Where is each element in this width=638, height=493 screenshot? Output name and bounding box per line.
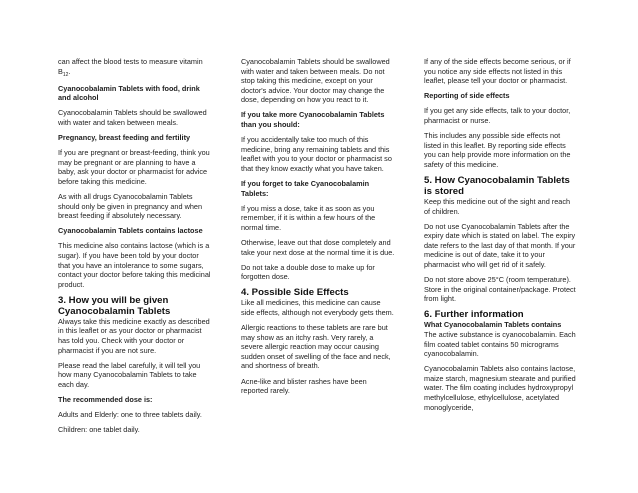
subheading-food: Cyanocobalamin Tablets with food, drink and alcohol (58, 83, 200, 103)
text: . (68, 66, 71, 76)
paragraph: Cyanocobalamin Tablets also contains lactose, maize starch, magnesium stearate and purified water. The film coating includes hydroxypropyl methylcellulose, ethylcellulose, acetylated monoglyceride, (424, 364, 576, 412)
column-1 (58, 57, 212, 440)
subheading-forget: If you forget to take Cyanocobalamin Tablets: (241, 179, 370, 198)
paragraph: If you are pregnant or breast-feeding, think you may be pregnant or are planning to have a baby, ask your doctor or pharmacist for advice before taking this medicine. (58, 148, 210, 186)
subheading-pregnancy: Pregnancy, breast feeding and fertility (58, 133, 191, 143)
paragraph: Otherwise, leave out that dose completely and take your next dose at the normal time it is due. (241, 238, 395, 257)
paragraph: If you get any side effects, talk to your doctor, pharmacist or nurse. (424, 106, 571, 125)
text: can affect the blood tests to measure vitamin B (58, 57, 203, 76)
paragraph: Cyanocobalamin Tablets should be swallowed with water and taken between meals. Do not stop taking this medicine, except on your doctor's advice. Your doctor may change the dose, depending on how you react to it. (241, 57, 390, 105)
paragraph: Do not use Cyanocobalamin Tablets after the expiry date which is stated on label. The expiry date refers to the last day of that month. If your medicine is out of date, take it to your pharmacist who will get rid of it safely. (424, 221, 576, 269)
section-heading-6: 6. Further information (424, 309, 524, 321)
paragraph: Please read the label carefully, it will tell you how many Cyanocobalamin Tablets to take each day. (58, 360, 201, 389)
subscript: 12 (62, 71, 69, 78)
paragraph: Always take this medicine exactly as described in this leaflet or as your doctor or pharmacist has told you. Check with your doctor or pharmacist if you are not sure. (58, 316, 210, 355)
paragraph: If you accidentally take too much of this medicine, bring any remaining tablets and this leaflet with you to your doctor or pharmacist so that they know exactly what you have taken. (241, 135, 392, 173)
subheading-dose: The recommended dose is: (58, 395, 153, 405)
paragraph: This medicine also contains lactose (which is a sugar). If you have been told by your doctor that you have an intolerance to some sugars, contact your doctor before taking this medicinal product. (58, 241, 211, 289)
subheading-reporting: Reporting of side effects (424, 91, 510, 101)
paragraph: Like all medicines, this medicine can cause side effects, although not everybody gets them. (241, 298, 394, 317)
paragraph: Allergic reactions to these tablets are rare but may show as an itchy rash. Very rarely, a severe allergic reaction may occur causing sudden onset of swelling of the face and neck, and shortness of breath. (241, 323, 391, 371)
paragraph: Adults and Elderly: one to three tablets daily. (58, 410, 202, 420)
paragraph: Do not store above 25°C (room temperature). Store in the original container/package. Protect from light. (424, 275, 576, 304)
subheading-contains: What Cyanocobalamin Tablets contains (424, 320, 562, 330)
subheading-overdose: If you take more Cyanocobalamin Tablets than you should: (241, 110, 385, 130)
column-3 (424, 57, 578, 418)
paragraph: Cyanocobalamin Tablets should be swallowed with water and taken between meals. (58, 108, 207, 127)
paragraph: This includes any possible side effects not listed in this leaflet. By reporting side effects you can help provide more information on the safety of this medicine. (424, 131, 571, 169)
column-2 (241, 57, 395, 401)
paragraph (58, 57, 212, 78)
section-heading-3: 3. How you will be given Cyanocobalamin Tablets (58, 294, 171, 317)
paragraph: Acne-like and blister rashes have been reported rarely. (241, 376, 367, 396)
paragraph: If you miss a dose, take it as soon as you remember, if it is within a few hours of the normal time. (241, 203, 376, 232)
paragraph: As with all drugs Cyanocobalamin Tablets should only be given in pregnancy and when breast feeding if absolutely necessary. (58, 192, 203, 221)
section-heading-4: 4. Possible Side Effects (241, 287, 349, 299)
paragraph: Keep this medicine out of the sight and reach of children. (424, 196, 571, 216)
paragraph: Do not take a double dose to make up for forgotten dose. (241, 262, 375, 282)
paragraph: If any of the side effects become serious, or if you notice any side effects not listed in this leaflet, please tell your doctor or pharmacist. (424, 57, 571, 86)
paragraph: Children: one tablet daily. (58, 425, 140, 435)
subheading-lactose: Cyanocobalamin Tablets contains lactose (58, 226, 203, 236)
section-heading-5: 5. How Cyanocobalamin Tablets is stored (424, 174, 570, 197)
paragraph: The active substance is cyanocobalamin. Each film coated tablet contains 50 micrograms cyanocobalamin. (424, 329, 576, 359)
